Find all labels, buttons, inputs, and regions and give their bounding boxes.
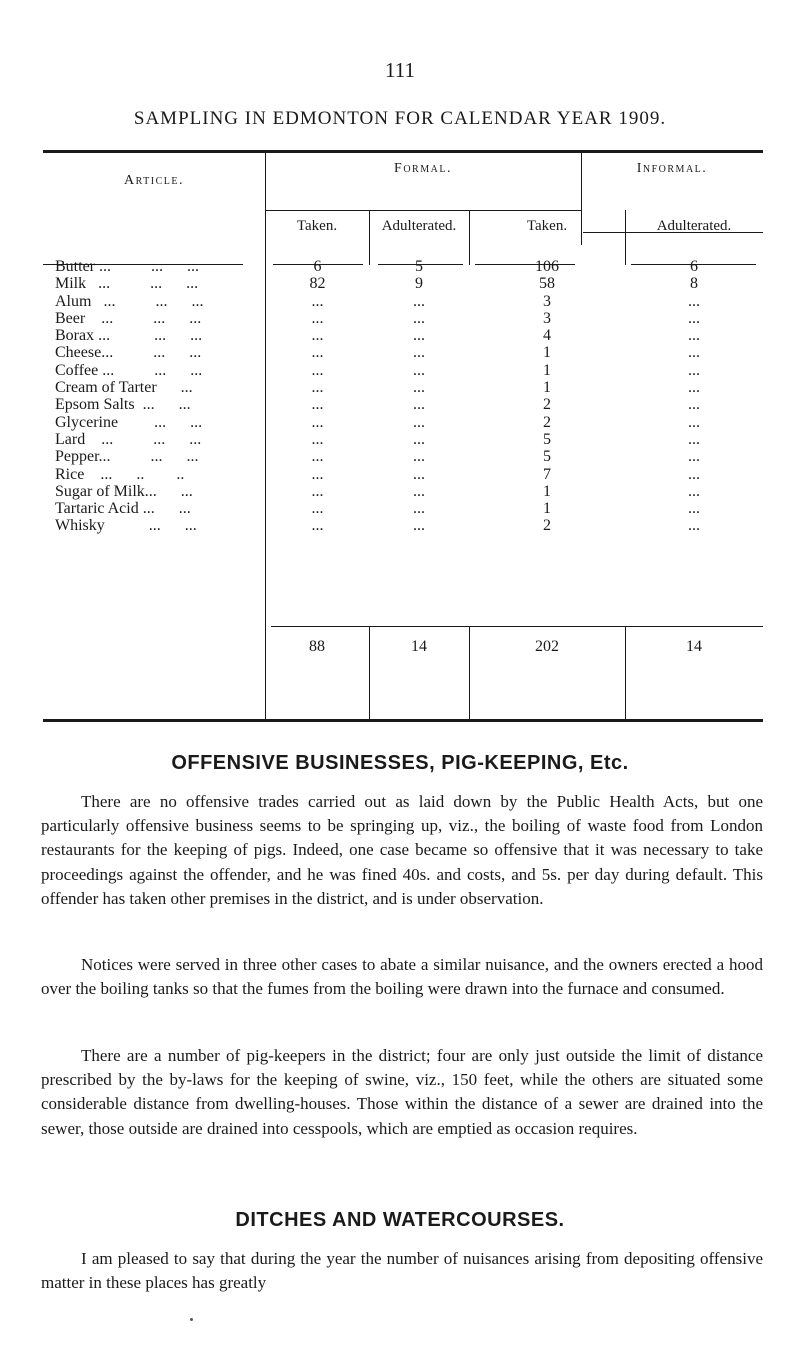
informal-adulterated-cell: 8 bbox=[690, 275, 698, 293]
header-informal-taken: Taken. bbox=[526, 218, 568, 234]
informal-adulterated-cell: ... bbox=[688, 413, 700, 431]
row-article: Butter ... ... ... bbox=[55, 258, 199, 275]
formal-taken-cell: ... bbox=[311, 361, 324, 379]
row-article: Whisky ... ... bbox=[55, 517, 197, 535]
formal-taken-cell: ... bbox=[311, 309, 324, 327]
row-article: Alum ... ... ... bbox=[55, 292, 204, 310]
informal-adulterated-cell: ... bbox=[688, 482, 700, 500]
informal-adulterated-cell: ... bbox=[688, 309, 700, 327]
informal-taken-cell: 3 bbox=[543, 292, 551, 310]
formal-adulterated-cell: ... bbox=[413, 361, 425, 379]
informal-adulterated-cell: ... bbox=[688, 361, 700, 379]
formal-adulterated-cell: ... bbox=[413, 396, 425, 414]
informal-taken-cell: 2 bbox=[543, 517, 551, 535]
row-article: Beer ... ... ... bbox=[55, 309, 202, 327]
informal-adulterated-cell: ... bbox=[688, 292, 700, 310]
formal-adulterated-cell: 5 bbox=[415, 258, 423, 275]
row-article: Lard ... ... ... bbox=[55, 430, 202, 448]
table-row bbox=[43, 466, 763, 483]
row-article: Sugar of Milk... ... bbox=[55, 482, 193, 500]
formal-adulterated-cell: ... bbox=[413, 500, 425, 518]
page-number: 111 bbox=[385, 58, 415, 82]
table-row bbox=[43, 431, 763, 448]
table-row bbox=[43, 500, 763, 517]
informal-taken-cell: 58 bbox=[539, 275, 555, 293]
row-article: Tartaric Acid ... ... bbox=[55, 500, 191, 518]
formal-adulterated-cell: ... bbox=[413, 465, 425, 483]
row-article: Rice ... .. .. bbox=[55, 465, 185, 483]
table-row bbox=[43, 362, 763, 379]
total-formal-adulterated: 14 bbox=[411, 638, 427, 655]
informal-taken-cell: 2 bbox=[543, 413, 551, 431]
formal-taken-cell: ... bbox=[311, 465, 324, 483]
informal-adulterated-cell: ... bbox=[688, 517, 700, 535]
paragraph: There are a number of pig-keepers in the district; four are only just outside the limit of distance prescribed by the by-laws for the keeping of swine, viz., 150 feet, while the others are situated some considerable distance from dwelling-houses. Those within the distance of a sewer are drained into the sewer, those outside are drained into cesspools, which are emptied as occasion requires. bbox=[41, 1046, 763, 1138]
formal-taken-cell: ... bbox=[311, 396, 324, 414]
table-row bbox=[43, 258, 763, 275]
formal-adulterated-cell: ... bbox=[413, 379, 425, 397]
formal-adulterated-cell: ... bbox=[413, 327, 425, 345]
total-formal-taken: 88 bbox=[309, 638, 325, 655]
table-row bbox=[43, 327, 763, 344]
header-formal: Formal. bbox=[394, 161, 452, 176]
informal-taken-cell: 1 bbox=[543, 500, 551, 518]
informal-taken-cell: 1 bbox=[543, 344, 551, 362]
row-article: Cheese... ... ... bbox=[55, 344, 202, 362]
informal-adulterated-cell: 6 bbox=[690, 258, 698, 275]
formal-taken-cell: ... bbox=[311, 430, 324, 448]
row-article: Borax ... ... ... bbox=[55, 327, 203, 345]
informal-adulterated-cell: ... bbox=[688, 396, 700, 414]
formal-taken-cell: ... bbox=[311, 413, 324, 431]
row-article: Glycerine ... ... bbox=[55, 413, 203, 431]
table-row bbox=[43, 517, 763, 534]
formal-taken-cell: ... bbox=[311, 482, 324, 500]
subheader-rule-formal bbox=[265, 210, 581, 211]
table-row bbox=[43, 310, 763, 327]
informal-taken-cell: 5 bbox=[543, 430, 551, 448]
table-title: SAMPLING IN EDMONTON FOR CALENDAR YEAR 1909. bbox=[133, 108, 667, 129]
speck bbox=[190, 1318, 193, 1321]
table-row bbox=[43, 344, 763, 361]
totals-top-rule bbox=[271, 626, 763, 627]
formal-adulterated-cell: ... bbox=[413, 344, 425, 362]
formal-adulterated-cell: ... bbox=[413, 292, 425, 310]
informal-adulterated-cell: ... bbox=[688, 344, 700, 362]
row-article: Coffee ... ... ... bbox=[55, 361, 203, 379]
formal-taken-cell: ... bbox=[311, 517, 324, 535]
table-row bbox=[43, 379, 763, 396]
informal-taken-cell: 4 bbox=[543, 327, 551, 345]
table-row bbox=[43, 483, 763, 500]
header-formal-taken: Taken. bbox=[296, 218, 338, 234]
row-article: Pepper... ... ... bbox=[55, 448, 199, 466]
header-article: Article. bbox=[123, 173, 184, 188]
informal-adulterated-cell: ... bbox=[688, 465, 700, 483]
formal-adulterated-cell: ... bbox=[413, 517, 425, 535]
formal-adulterated-cell: ... bbox=[413, 309, 425, 327]
table-row bbox=[43, 414, 763, 431]
paragraph: There are no offensive trades carried out as laid down by the Public Health Acts, but one particularly offensive business seems to be springing up, viz., the boiling of waste food from London restaurants for the keeping of pigs. Indeed, one case became so offensive that it was necessary to take proceedings against the offender, and he was fined 40s. and costs, and 5s. per day during default. This offender has taken other premises in the district, and is under observation. bbox=[41, 792, 763, 908]
section-heading-ditches: DITCHES AND WATERCOURSES. bbox=[235, 1209, 565, 1231]
table-bottom-rule bbox=[43, 719, 763, 722]
total-informal-taken: 202 bbox=[535, 638, 559, 655]
informal-taken-cell: 106 bbox=[535, 258, 559, 275]
paragraph: I am pleased to say that during the year the number of nuisances arising from depositing offensive matter in these places has greatly bbox=[41, 1249, 763, 1293]
table-row bbox=[43, 275, 763, 292]
header-informal: Informal. bbox=[636, 161, 708, 176]
informal-taken-cell: 5 bbox=[543, 448, 551, 466]
row-article: Epsom Salts ... ... bbox=[55, 396, 191, 414]
informal-taken-cell: 1 bbox=[543, 379, 551, 397]
row-article: Milk ... ... ... bbox=[55, 275, 199, 293]
header-informal-adulterated: Adulterated. bbox=[656, 218, 732, 234]
header-formal-adulterated: Adulterated. bbox=[381, 218, 457, 234]
table-row bbox=[43, 396, 763, 413]
formal-adulterated-cell: ... bbox=[413, 413, 425, 431]
sampling-table bbox=[43, 150, 763, 722]
table-top-rule bbox=[43, 150, 763, 153]
formal-taken-cell: ... bbox=[311, 344, 324, 362]
row-article: Cream of Tarter ... bbox=[55, 379, 193, 397]
formal-taken-cell: ... bbox=[311, 327, 324, 345]
formal-taken-cell: ... bbox=[311, 500, 324, 518]
formal-taken-cell: 82 bbox=[309, 275, 326, 293]
informal-taken-cell: 1 bbox=[543, 482, 551, 500]
informal-adulterated-cell: ... bbox=[688, 430, 700, 448]
informal-adulterated-cell: ... bbox=[688, 500, 700, 518]
table-row bbox=[43, 448, 763, 465]
informal-taken-cell: 7 bbox=[543, 465, 551, 483]
informal-adulterated-cell: ... bbox=[688, 448, 700, 466]
informal-taken-cell: 1 bbox=[543, 361, 551, 379]
formal-taken-cell: 6 bbox=[313, 258, 322, 275]
informal-taken-cell: 2 bbox=[543, 396, 551, 414]
paragraph: Notices were served in three other cases to abate a similar nuisance, and the owners erected a hood over the boiling tanks so that the fumes from the boiling were drawn into the furnace and consumed. bbox=[41, 955, 763, 999]
informal-taken-cell: 3 bbox=[543, 309, 551, 327]
section-heading-offensive-businesses: OFFENSIVE BUSINESSES, PIG-KEEPING, Etc. bbox=[171, 752, 629, 774]
formal-adulterated-cell: ... bbox=[413, 448, 425, 466]
formal-taken-cell: ... bbox=[311, 448, 324, 466]
formal-adulterated-cell: ... bbox=[413, 430, 425, 448]
table-body bbox=[43, 258, 763, 535]
formal-adulterated-cell: ... bbox=[413, 482, 425, 500]
table-row bbox=[43, 293, 763, 310]
formal-taken-cell: ... bbox=[311, 292, 324, 310]
total-informal-adulterated: 14 bbox=[686, 638, 702, 655]
formal-taken-cell: ... bbox=[311, 379, 324, 397]
formal-adulterated-cell: 9 bbox=[415, 275, 423, 293]
informal-adulterated-cell: ... bbox=[688, 379, 700, 397]
totals-row bbox=[43, 638, 763, 658]
informal-adulterated-cell: ... bbox=[688, 327, 700, 345]
